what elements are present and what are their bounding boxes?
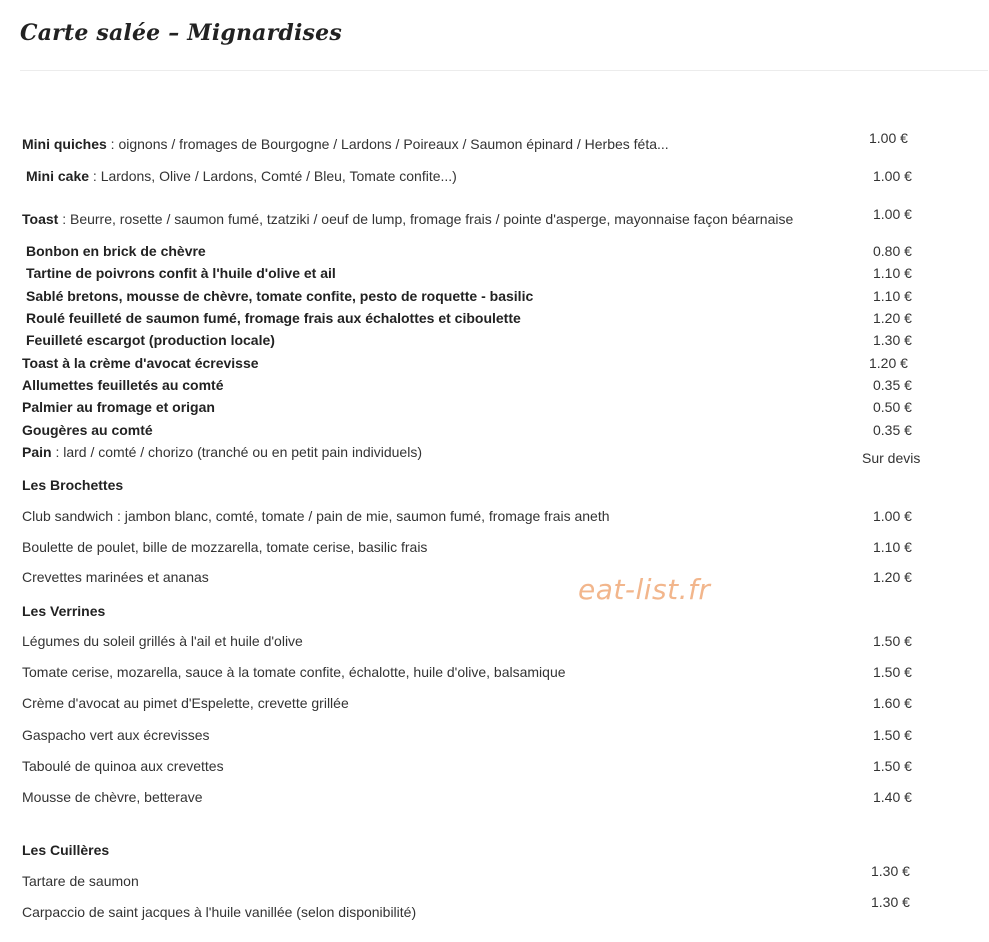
menu-item [0,398,989,418]
item-price: 1.20 € [869,355,908,371]
item-price: 1.10 € [873,288,912,304]
item-desc: : lard / comté / chorizo (tranché ou en petit pain individuels) [51,444,422,460]
menu-item [0,538,989,558]
menu-item [0,894,989,923]
item-desc: Crème d'avocat au pimet d'Espelette, crevette grillée [22,695,349,711]
item-desc: Mousse de chèvre, betterave [22,789,203,805]
menu-item [0,757,989,777]
item-label: Allumettes feuilletés au comté [22,377,224,393]
item-desc: Tomate cerise, mozarella, sauce à la tomate confite, échalotte, huile d'olive, balsamique [22,664,566,680]
title-divider [20,70,988,71]
item-price: 1.00 € [869,130,908,146]
item-label: Toast [22,211,59,227]
menu-item [0,632,989,652]
item-desc: : oignons / fromages de Bourgogne / Lardons / Poireaux / Saumon épinard / Herbes féta... [106,136,669,152]
item-label: Roulé feuilleté de saumon fumé, fromage frais aux échalottes et ciboulette [26,310,521,326]
item-price: 1.60 € [873,695,912,711]
item-price: 1.00 € [873,206,912,222]
item-price: 0.50 € [873,399,912,415]
item-desc: Boulette de poulet, bille de mozzarella, tomate cerise, basilic frais [22,539,428,555]
item-desc: Tartare de saumon [22,873,139,889]
item-price: 1.30 € [871,894,910,910]
item-price: 1.30 € [871,863,910,879]
menu-item [0,309,989,329]
item-label: Feuilleté escargot (production locale) [26,332,275,348]
menu-item [0,287,989,307]
item-price: 1.30 € [873,332,912,348]
section-heading-brochettes: Les Brochettes [22,477,124,493]
menu-item [0,663,989,683]
menu-item [0,264,989,284]
item-price: 1.20 € [873,569,912,585]
menu-item [0,694,989,714]
item-desc: Club sandwich : jambon blanc, comté, tomate / pain de mie, saumon fumé, fromage frais aneth [22,508,610,524]
menu-item [0,242,989,262]
menu-item-pain [0,443,989,466]
item-label: Tartine de poivrons confit à l'huile d'olive et ail [26,265,336,281]
menu-item [0,507,989,527]
item-desc: Carpaccio de saint jacques à l'huile vanillée (selon disponibilité) [22,904,417,920]
item-desc: Gaspacho vert aux écrevisses [22,727,210,743]
item-price: 1.50 € [873,727,912,743]
menu-item [0,376,989,396]
item-price: 0.35 € [873,377,912,393]
item-label: Pain [22,444,52,460]
item-label: Mini quiches [22,136,107,152]
item-price: 1.00 € [873,508,912,524]
menu-item [0,568,989,588]
menu-item-toast [0,206,989,230]
item-price: 1.50 € [873,758,912,774]
menu-item [0,354,989,374]
item-desc: : Lardons, Olive / Lardons, Comté / Bleu, Tomate confite...) [89,168,457,184]
menu-item-mini-cake [0,167,989,187]
item-price: 1.20 € [873,310,912,326]
menu-item-mini-quiches [0,130,989,155]
item-label: Sablé bretons, mousse de chèvre, tomate confite, pesto de roquette - basilic [26,288,534,304]
item-price: 1.50 € [873,664,912,680]
item-desc: Taboulé de quinoa aux crevettes [22,758,224,774]
section-heading-cuilleres: Les Cuillères [22,842,110,858]
menu-item [0,726,989,746]
item-price: 1.40 € [873,789,912,805]
item-price: 0.80 € [873,243,912,259]
item-price: Sur devis [862,450,921,466]
item-label: Toast à la crème d'avocat écrevisse [22,355,259,371]
item-price: 1.10 € [873,265,912,281]
menu-item [0,421,989,441]
item-price: 1.00 € [873,168,912,184]
item-label: Palmier au fromage et origan [22,399,215,415]
section-heading-verrines: Les Verrines [22,603,106,619]
menu-item [0,788,989,808]
page-title: Carte salée – Mignardises [20,20,342,46]
item-price: 1.10 € [873,539,912,555]
item-desc: : Beurre, rosette / saumon fumé, tzatziki / oeuf de lump, fromage frais / pointe d'asperge, mayonnaise façon béarnaise [58,211,794,227]
item-desc: Légumes du soleil grillés à l'ail et huile d'olive [22,633,303,649]
item-desc: Crevettes marinées et ananas [22,569,209,585]
menu-item [0,331,989,351]
item-label: Mini cake [26,168,90,184]
item-price: 0.35 € [873,422,912,438]
item-label: Gougères au comté [22,422,153,438]
item-price: 1.50 € [873,633,912,649]
menu-item [0,863,989,892]
item-label: Bonbon en brick de chèvre [26,243,206,259]
watermark: eat-list.fr [578,573,711,606]
